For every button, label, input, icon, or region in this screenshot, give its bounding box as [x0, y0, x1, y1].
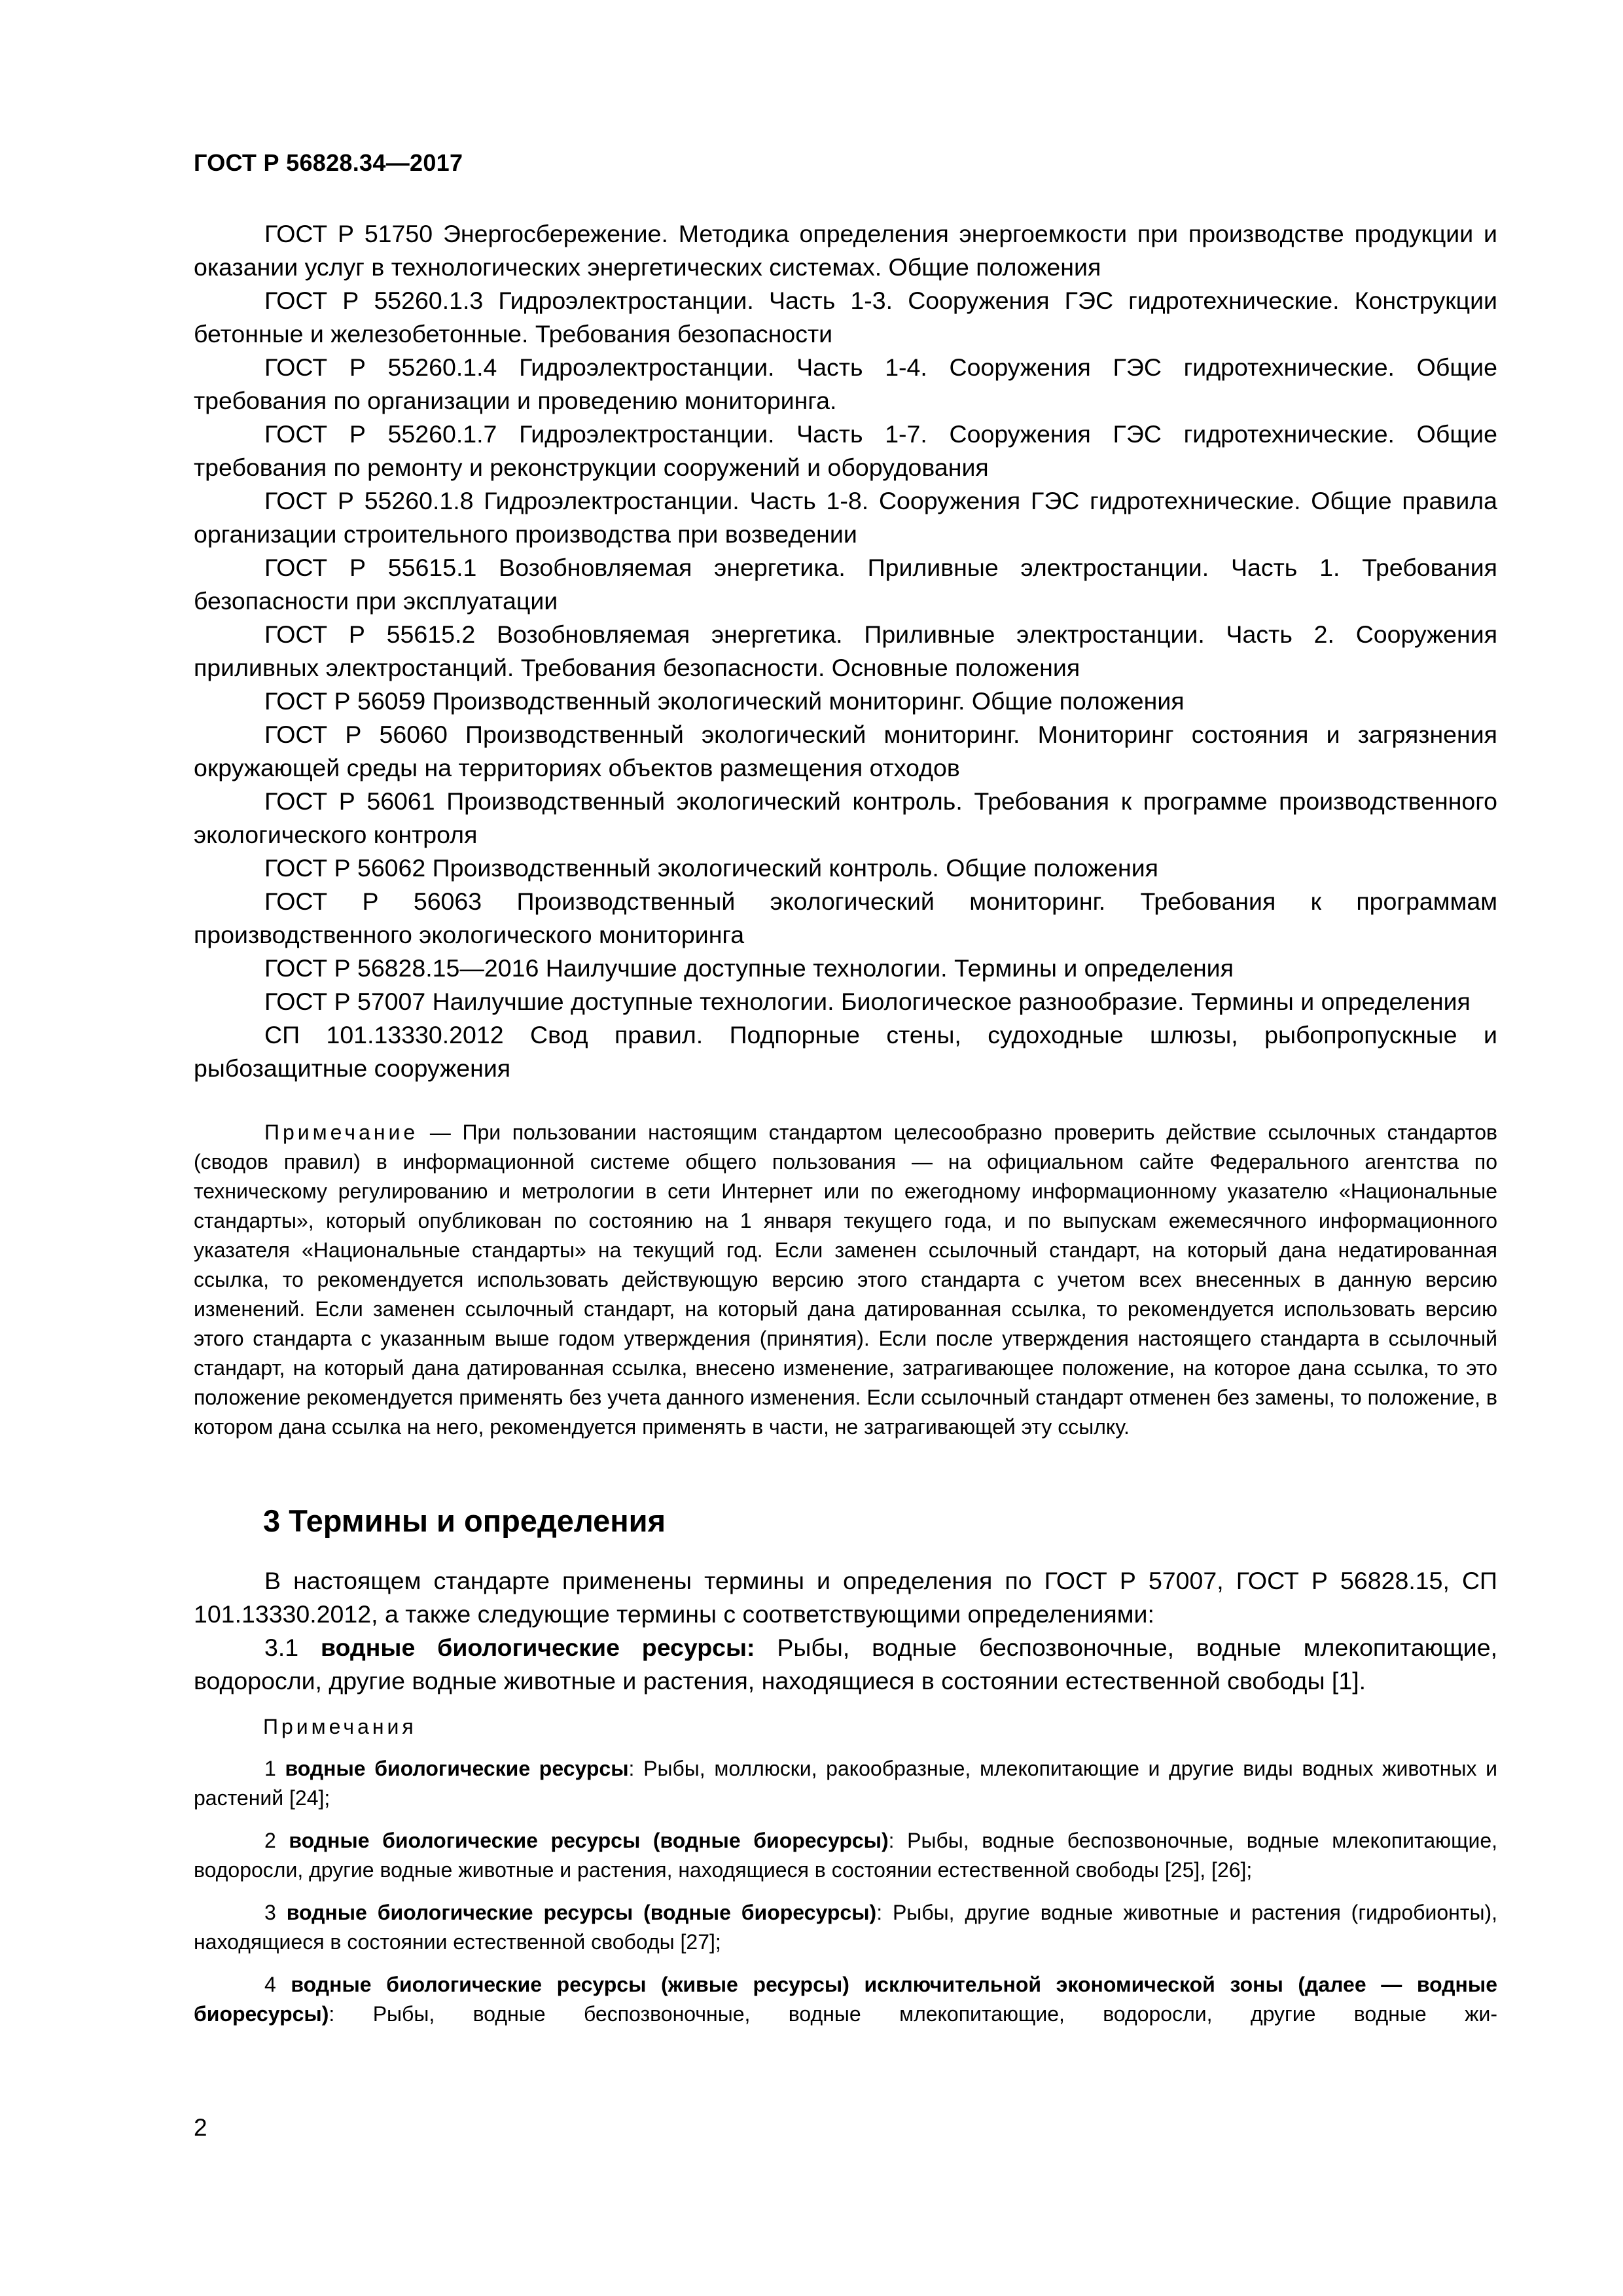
reference-item: ГОСТ Р 56059 Производственный экологический мониторинг. Общие положения [264, 687, 1185, 715]
term-note-term: водные биологические ресурсы (водные биоресурсы) [289, 1829, 889, 1852]
reference-item: ГОСТ Р 55260.1.4 Гидроэлектростанции. Часть 1-4. Сооружения ГЭС гидротехнические. Общие требования по организации и проведению мониторинга. [194, 353, 1497, 414]
reference-item: ГОСТ Р 55260.1.8 Гидроэлектростанции. Часть 1-8. Сооружения ГЭС гидротехнические. Общие правила организации строительного производства при возведении [194, 487, 1497, 548]
section-3-body [194, 1564, 1497, 1698]
reference-item: СП 101.13330.2012 Свод правил. Подпорные стены, судоходные шлюзы, рыбопропускные и рыбозащитные сооружения [194, 1021, 1497, 1082]
reference-note-text: — При пользовании настоящим стандартом целесообразно проверить действие ссылочных стандартов (сводов правил) в информационной системе общего пользования — на официальном сайте Федерального агентства по техническому регулированию и метрологии в сети Интернет или по ежегодному информационному указателю «Национальные стандарты», который опубликован по состоянию на 1 января текущего года, и по выпускам ежемесячного информационного указателя «Национальные стандарты» на текущий год. Если заменен ссылочный стандарт, на который дана недатированная ссылка, то рекомендуется использовать действующую версию этого стандарта с учетом всех внесенных в данную версию изменений. Если заменен ссылочный стандарт, на который дана датированная ссылка, то рекомендуется использовать версию этого стандарта с указанным выше годом утверждения (принятия). Если после утверждения настоящего стандарта в ссылочный стандарт, на который дана датированная ссылка, внесено изменение, затрагивающее положение, на которое дана ссылка, то это положение рекомендуется применять без учета данного изменения. Если ссылочный стандарт отменен без замены, то положение, в котором дана ссылка на него, рекомендуется применять в части, не затрагивающей эту ссылку. [194, 1121, 1497, 1439]
term-note-text: : Рыбы, другие водные животные и растения (гидробионты), находящиеся в состоянии естественной свободы [27]; [194, 1901, 1498, 1954]
section-3-title: 3 Термины и определения [263, 1503, 666, 1538]
reference-item: ГОСТ Р 56061 Производственный экологический контроль. Требования к программе производственного экологического контроля [194, 787, 1497, 848]
reference-item: ГОСТ Р 56062 Производственный экологический контроль. Общие положения [264, 854, 1158, 882]
term-note-term: водные биологические ресурсы (водные биоресурсы) [286, 1901, 877, 1924]
term-definition: Рыбы, водные беспозвоночные, водные млекопитающие, водоросли, другие водные животные и растения, находящиеся в состоянии естественной свободы [1]. [194, 1634, 1497, 1695]
reference-item: ГОСТ Р 55260.1.7 Гидроэлектростанции. Часть 1-7. Сооружения ГЭС гидротехнические. Общие требования по ремонту и реконструкции сооружений и оборудования [194, 420, 1497, 481]
reference-item: ГОСТ Р 55615.2 Возобновляемая энергетика. Приливные электростанции. Часть 2. Сооружения приливных электростанций. Требования безопасности. Основные положения [194, 620, 1497, 681]
term-note [194, 1754, 1497, 1813]
term-note [194, 1970, 1497, 2029]
term-number: 3.1 [264, 1634, 321, 1661]
reference-item: ГОСТ Р 56060 Производственный экологический мониторинг. Мониторинг состояния и загрязнения окружающей среды на территориях объектов размещения отходов [194, 721, 1497, 781]
term-3-1 [194, 1631, 1497, 1698]
reference-item: ГОСТ Р 55260.1.3 Гидроэлектростанции. Часть 1-3. Сооружения ГЭС гидротехнические. Конструкции бетонные и железобетонные. Требования безопасности [194, 287, 1497, 348]
reference-note-label: Примечание [264, 1121, 419, 1144]
term-note-term: водные биологические ресурсы [285, 1757, 629, 1780]
term-note-number: 1 [264, 1757, 285, 1780]
page-number: 2 [194, 2114, 207, 2141]
term-note-number: 4 [264, 1973, 291, 1996]
term-name: водные биологические ресурсы: [321, 1634, 755, 1661]
normative-references-list [194, 217, 1497, 1085]
term-note [194, 1898, 1497, 1957]
term-note-text: : Рыбы, моллюски, ракообразные, млекопитающие и другие виды водных животных и растений [24]; [194, 1757, 1497, 1810]
notes-title: Примечания [263, 1715, 417, 1738]
term-note-number: 3 [264, 1901, 287, 1924]
reference-item: ГОСТ Р 55615.1 Возобновляемая энергетика. Приливные электростанции. Часть 1. Требования безопасности при эксплуатации [194, 554, 1497, 615]
reference-item: ГОСТ Р 57007 Наилучшие доступные технологии. Биологическое разнообразие. Термины и определения [264, 988, 1471, 1015]
term-notes-list [194, 1754, 1497, 2042]
reference-note [194, 1118, 1497, 1442]
document-header-code: ГОСТ Р 56828.34—2017 [194, 149, 463, 176]
reference-item: ГОСТ Р 51750 Энергосбережение. Методика определения энергоемкости при производстве продукции и оказании услуг в технологических энергетических системах. Общие положения [194, 220, 1497, 281]
term-note-number: 2 [264, 1829, 289, 1852]
reference-item: ГОСТ Р 56828.15—2016 Наилучшие доступные технологии. Термины и определения [264, 954, 1234, 982]
term-note-term: водные биологические ресурсы (живые ресурсы) исключительной экономической зоны (далее — водные биоресурсы) [194, 1973, 1498, 2026]
term-note-text: : Рыбы, водные беспозвоночные, водные млекопитающие, водоросли, другие водные животные и растения, находящиеся в состоянии естественной свободы [25], [26]; [194, 1829, 1498, 1882]
section-3-intro: В настоящем стандарте применены термины и определения по ГОСТ Р 57007, ГОСТ Р 56828.15, СП 101.13330.2012, а также следующие термины с соответствующими определениями: [194, 1567, 1497, 1628]
term-note-text: : Рыбы, водные беспозвоночные, водные млекопитающие, водоросли, другие водные жи- [329, 2002, 1497, 2026]
term-note [194, 1826, 1497, 1885]
reference-item: ГОСТ Р 56063 Производственный экологический мониторинг. Требования к программам производственного экологического мониторинга [194, 888, 1497, 948]
